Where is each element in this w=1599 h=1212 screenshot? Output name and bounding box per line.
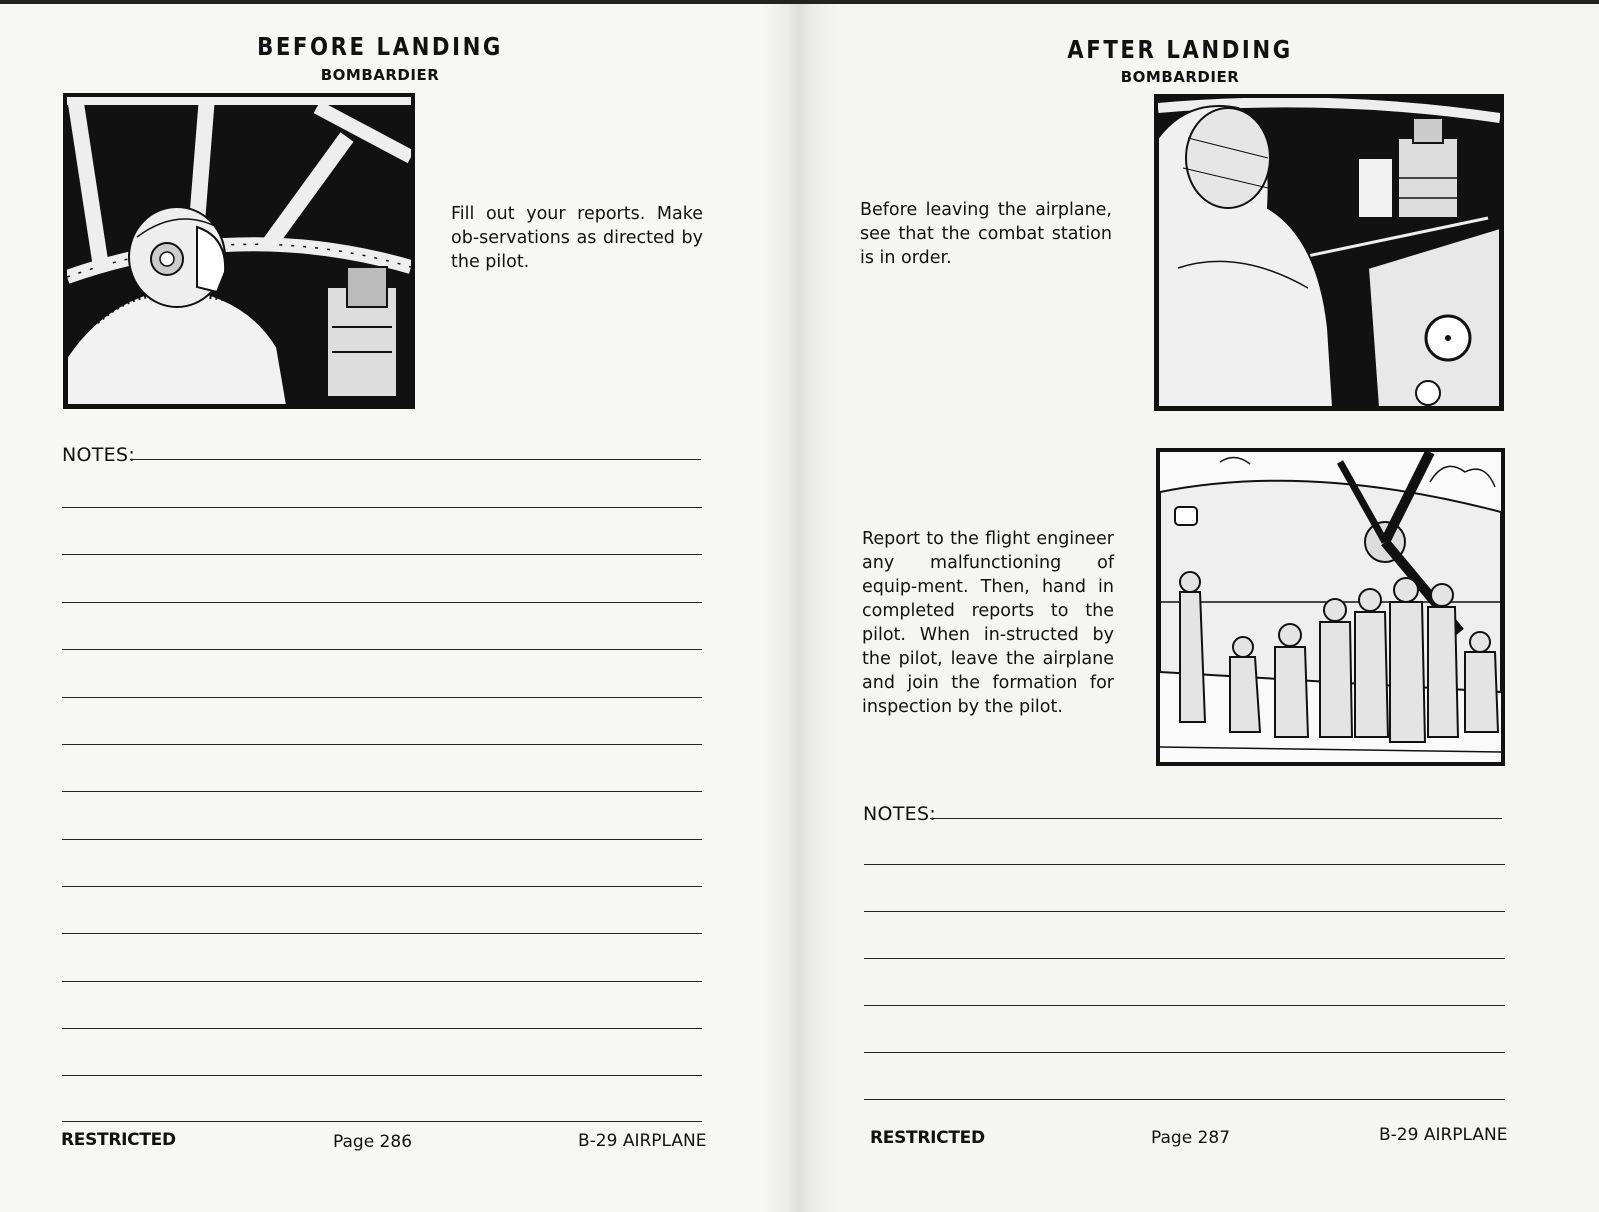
- note-line: [864, 864, 1505, 865]
- note-line: [62, 507, 702, 508]
- note-line: [62, 839, 702, 840]
- left-page: [0, 0, 790, 1212]
- book-gutter: [760, 0, 840, 1212]
- illustration-drawing: [1160, 452, 1501, 762]
- note-line: [62, 1028, 702, 1029]
- note-line: [864, 1005, 1505, 1006]
- note-line: [62, 981, 702, 982]
- page-top-edge: [0, 0, 1599, 4]
- note-line: [62, 649, 702, 650]
- note-line: [62, 697, 702, 698]
- illustration-drawing: [1158, 98, 1500, 407]
- page-subtitle: BOMBARDIER: [320, 66, 440, 84]
- notes-label: NOTES:: [863, 803, 937, 825]
- crew-formation-illustration: [1156, 448, 1505, 766]
- note-line: [864, 958, 1505, 959]
- note-line: [62, 1121, 702, 1122]
- note-line: [130, 459, 701, 460]
- note-line: [864, 911, 1505, 912]
- bombardier-station-illustration: [1154, 94, 1504, 411]
- page-title: AFTER LANDING: [1067, 35, 1293, 64]
- notes-label: NOTES:: [62, 444, 136, 466]
- instruction-text: Fill out your reports. Make ob-servations as directed by the pilot.: [451, 204, 703, 272]
- footer-restricted: RESTRICTED: [61, 1130, 176, 1150]
- note-line: [62, 554, 702, 555]
- page-title: BEFORE LANDING: [257, 32, 503, 61]
- note-line: [62, 602, 702, 603]
- note-line: [62, 886, 702, 887]
- footer-restricted: RESTRICTED: [870, 1128, 985, 1148]
- note-line: [62, 1075, 702, 1076]
- footer-aircraft: B-29 AIRPLANE: [1379, 1125, 1508, 1145]
- note-line: [930, 818, 1502, 819]
- note-line: [62, 791, 702, 792]
- footer-aircraft: B-29 AIRPLANE: [578, 1131, 707, 1151]
- note-line: [62, 744, 702, 745]
- page-subtitle: BOMBARDIER: [1120, 68, 1240, 86]
- note-line: [864, 1052, 1505, 1053]
- page-number: Page 287: [1151, 1128, 1231, 1148]
- bombardier-at-window-illustration: [63, 93, 415, 409]
- note-line: [864, 1099, 1505, 1100]
- note-line: [62, 933, 702, 934]
- instruction-text-bottom: Report to the flight engineer any malfunctioning of equip-ment. Then, hand in completed reports to the pilot. When in-structed by the pilot, leave the airplane and join the formation for inspection by the pilot.: [862, 529, 1114, 717]
- right-page: [790, 0, 1599, 1212]
- instruction-text-top: Before leaving the airplane, see that the combat station is in order.: [860, 200, 1112, 268]
- page-number: Page 286: [333, 1132, 413, 1152]
- illustration-drawing: [67, 97, 411, 405]
